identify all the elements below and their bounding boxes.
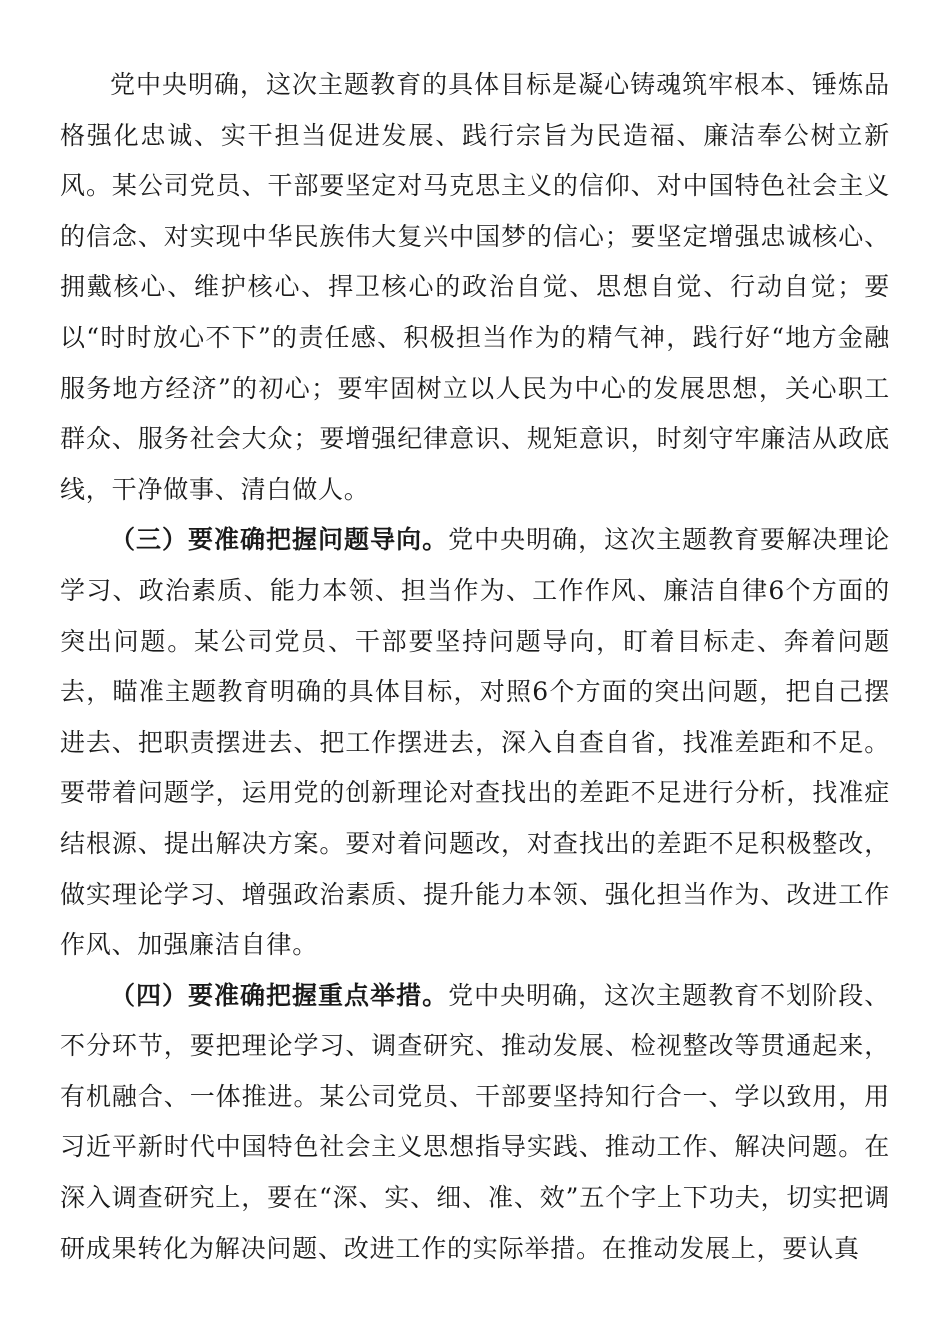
paragraph-key-measures (60, 971, 890, 1275)
paragraph-problem-orientation-text: 党中央明确，这次主题教育要解决理论学习、政治素质、能力本领、担当作为、工作作风、廉洁自律6个方面的突出问题。某公司党员、干部要坚持问题导向，盯着目标走、奔着问题去，瞄准主题教育明确的具体目标，对照6个方面的突出问题，把自己摆进去、把职责摆进去、把工作摆进去，深入自查自省，找准差距和不足。要带着问题学，运用党的创新理论对查找出的差距不足进行分析，找准症结根源、提出解决方案。要对着问题改，对查找出的差距不足积极整改，做实理论学习、增强政治素质、提升能力本领、强化担当作为、改进工作作风、加强廉洁自律。 (60, 525, 890, 960)
paragraph-problem-orientation-heading: （三）要准确把握问题导向。 (110, 525, 449, 555)
paragraph-objectives-text: 党中央明确，这次主题教育的具体目标是凝心铸魂筑牢根本、锤炼品格强化忠诚、实干担当促进发展、践行宗旨为民造福、廉洁奉公树立新风。某公司党员、干部要坚定对马克思主义的信仰、对中国特色社会主义的信念、对实现中华民族伟大复兴中国梦的信心；要坚定增强忠诚核心、拥戴核心、维护核心、捍卫核心的政治自觉、思想自觉、行动自觉；要以“时时放心不下”的责任感、积极担当作为的精气神，践行好“地方金融服务地方经济”的初心；要牢固树立以人民为中心的发展思想，关心职工群众、服务社会大众；要增强纪律意识、规矩意识，时刻守牢廉洁从政底线，干净做事、清白做人。 (60, 70, 890, 504)
paragraph-objectives (60, 60, 890, 515)
document-page (60, 60, 890, 1274)
paragraph-key-measures-heading: （四）要准确把握重点举措。 (110, 980, 449, 1010)
paragraph-problem-orientation (60, 515, 890, 970)
paragraph-key-measures-text: 党中央明确，这次主题教育不划阶段、不分环节，要把理论学习、调查研究、推动发展、检视整改等贯通起来，有机融合、一体推进。某公司党员、干部要坚持知行合一、学以致用，用习近平新时代中国特色社会主义思想指导实践、推动工作、解决问题。在深入调查研究上，要在“深、实、细、准、效”五个字上下功夫，切实把调研成果转化为解决问题、改进工作的实际举措。在推动发展上，要认真 (60, 980, 890, 1263)
